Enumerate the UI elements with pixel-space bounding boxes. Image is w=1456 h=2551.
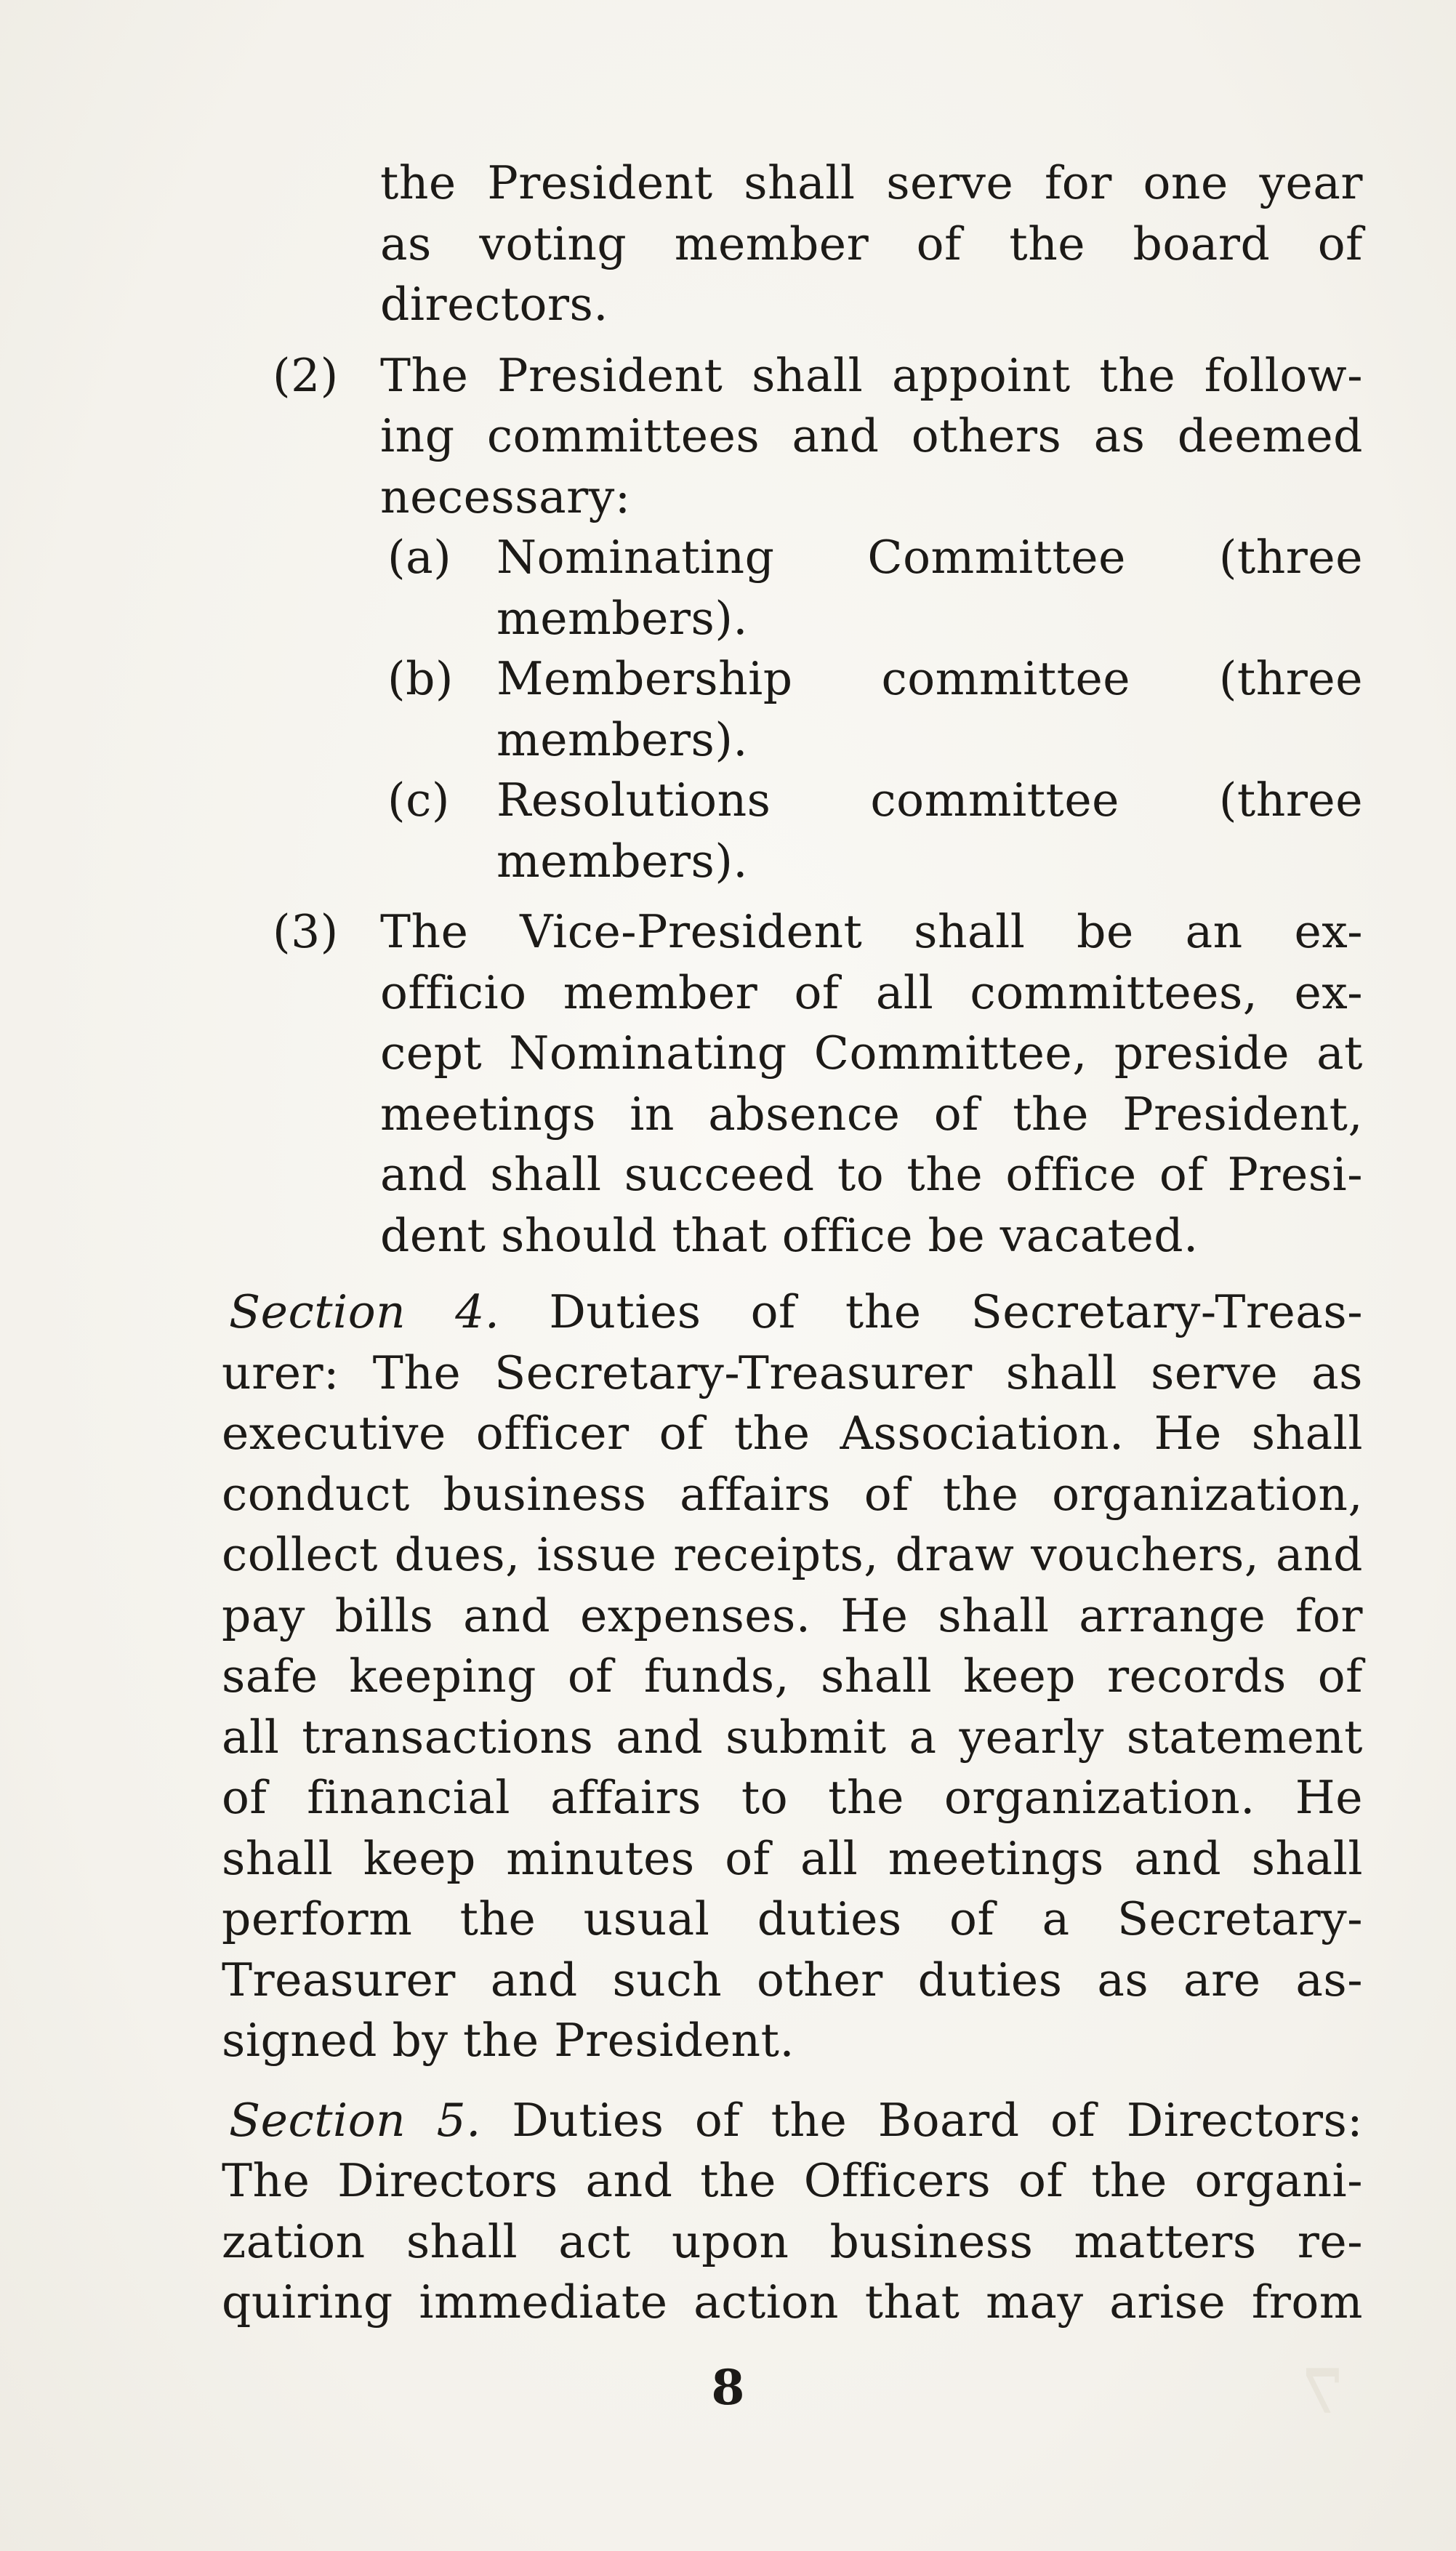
bleed-through-mark: 7: [1301, 2355, 1344, 2427]
text-line: The Directors and the Officers of the organi-: [222, 2154, 1363, 2207]
text-line: The Vice-President shall be an ex-: [380, 905, 1363, 958]
text-line: The President shall appoint the follow-: [380, 348, 1363, 402]
sub-item-b: [258, 648, 1363, 770]
text-line: the President shall serve for one year: [380, 156, 1363, 209]
text-line: conduct business affairs of the organization,: [222, 1467, 1363, 1521]
text-line: safe keeping of funds, shall keep records of: [222, 1650, 1363, 1703]
section-4-first-line: [229, 1282, 1363, 1343]
text-line: Nominating Committee (three: [496, 531, 1363, 584]
text-line: ing committees and others as deemed: [380, 409, 1363, 462]
sub-item-c: [258, 770, 1363, 891]
text-line: officio member of all committees, ex-: [380, 965, 1363, 1019]
text-line: as voting member of the board of: [380, 217, 1363, 270]
text-line: Treasurer and such other duties as are as-: [222, 1953, 1363, 2006]
item-2: [258, 345, 1363, 528]
section-title-text: Duties of the Board of Directors:: [480, 2093, 1363, 2147]
item-number: (c): [387, 774, 450, 827]
item-number: (b): [387, 652, 454, 705]
text-line: quiring immediate action that may arise from: [222, 2275, 1363, 2329]
text-line: Membership committee (three: [496, 652, 1363, 705]
text-line: members).: [496, 834, 748, 888]
text-line: shall keep minutes of all meetings and shall: [222, 1831, 1363, 1885]
text-line: pay bills and expenses. He shall arrange for: [222, 1588, 1363, 1642]
text-line: directors.: [380, 278, 608, 331]
item-3: [258, 901, 1363, 1266]
item-number: (2): [273, 348, 339, 402]
text-line: and shall succeed to the office of Presi-: [380, 1148, 1363, 1201]
section-heading: Section 4.: [229, 1285, 500, 1338]
text-line: cept Nominating Committee, preside at: [380, 1027, 1363, 1080]
text-line: members).: [496, 712, 748, 766]
text-line: meetings in absence of the President,: [380, 1087, 1363, 1141]
text-line: executive officer of the Association. He shall: [222, 1407, 1363, 1460]
page-number: 8: [711, 2359, 745, 2416]
section-5: [222, 2090, 1363, 2333]
text-line: signed by the President.: [222, 2014, 795, 2067]
body-text: [222, 153, 1363, 2333]
text-line: necessary:: [380, 470, 631, 523]
text-line: Resolutions committee (three: [496, 774, 1363, 827]
text-line: urer: The Secretary-Treasurer shall serve as: [222, 1346, 1363, 1399]
text-line: dent should that office be vacated.: [380, 1208, 1199, 1262]
text-line: members).: [496, 591, 748, 645]
section-4: [222, 1282, 1363, 2071]
text-line: zation shall act upon business matters re-: [222, 2214, 1363, 2268]
item-1-continuation: [380, 153, 1363, 335]
item-number: (a): [387, 531, 452, 584]
section-title-text: Duties of the Secretary-Treas-: [499, 1285, 1363, 1338]
section-heading: Section 5.: [229, 2093, 481, 2147]
section-5-first-line: [229, 2090, 1363, 2151]
text-line: perform the usual duties of a Secretary-: [222, 1892, 1363, 1945]
text-line: of financial affairs to the organization. He: [222, 1771, 1363, 1824]
text-line: collect dues, issue receipts, draw vouchers, and: [222, 1528, 1363, 1581]
item-number: (3): [273, 905, 339, 958]
sub-item-a: [258, 527, 1363, 648]
text-line: all transactions and submit a yearly statement: [222, 1710, 1363, 1764]
